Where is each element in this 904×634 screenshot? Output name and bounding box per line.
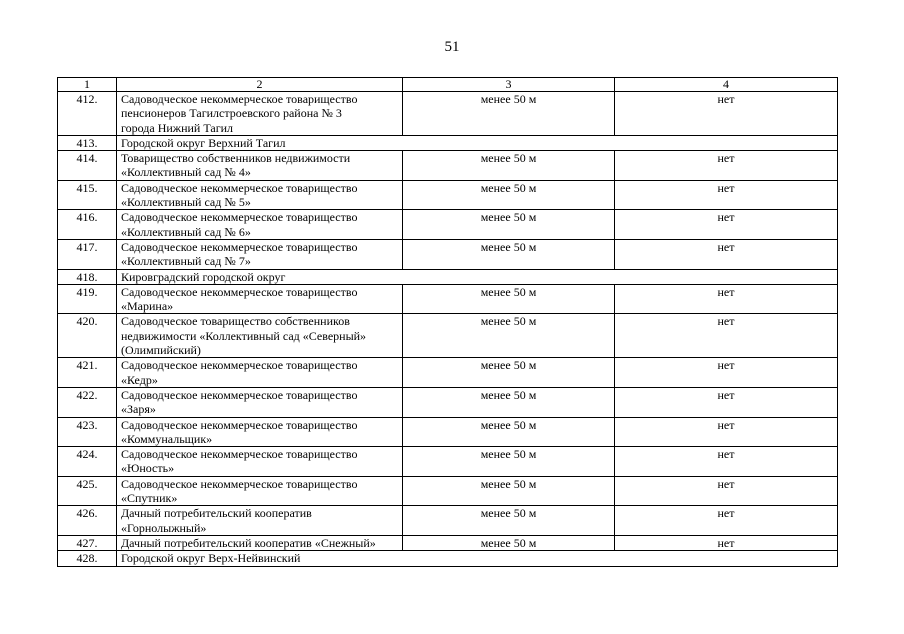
name-line: Городской округ Верхний Тагил [121,135,286,150]
name-line: Кировградский городской округ [121,269,286,284]
row-number: 420. [58,314,117,358]
row-number: 415. [58,180,117,210]
value-cell: нет [615,284,838,314]
distance-cell: менее 50 м [403,387,615,417]
row-number: 419. [58,284,117,314]
table-row [58,210,838,240]
distance-cell: менее 50 м [403,151,615,181]
value-cell: нет [615,210,838,240]
name-line: «Коллективный сад № 5» [121,195,251,210]
organization-name [117,447,403,477]
row-number: 417. [58,239,117,269]
distance-cell: менее 50 м [403,417,615,447]
value-cell: нет [615,180,838,210]
name-line: Садоводческое некоммерческое товарищество [121,239,358,254]
distance-cell: менее 50 м [403,447,615,477]
value-cell: нет [615,92,838,136]
distance-cell: менее 50 м [403,210,615,240]
name-line: «Коллективный сад № 6» [121,224,251,239]
region-name [117,135,838,150]
organization-name [117,358,403,388]
organization-name [117,180,403,210]
table-header-row [58,78,838,92]
table-row [58,476,838,506]
row-number: 428. [58,551,117,566]
distance-cell: менее 50 м [403,239,615,269]
table-row [58,239,838,269]
row-number: 425. [58,476,117,506]
name-line: Садоводческое некоммерческое товарищество [121,284,358,299]
distance-cell: менее 50 м [403,358,615,388]
row-number: 414. [58,151,117,181]
name-line: «Кедр» [121,372,158,387]
name-line: Товарищество собственников недвижимости [121,151,351,166]
row-number: 422. [58,387,117,417]
name-line: города Нижний Тагил [121,120,234,135]
column-header: 3 [403,78,615,92]
name-line: «Спутник» [121,491,178,506]
table-row [58,387,838,417]
value-cell: нет [615,358,838,388]
page-number: 51 [444,39,460,55]
table-row [58,447,838,477]
value-cell: нет [615,506,838,536]
column-header: 2 [117,78,403,92]
name-line: Городской округ Верх-Нейвинский [121,551,301,566]
name-line: «Марина» [121,299,174,314]
value-cell: нет [615,476,838,506]
name-line: Садоводческое товарищество собственников [121,314,350,329]
row-number: 423. [58,417,117,447]
distance-cell: менее 50 м [403,180,615,210]
value-cell: нет [615,447,838,477]
organization-name [117,239,403,269]
value-cell: нет [615,151,838,181]
name-line: Садоводческое некоммерческое товарищество [121,447,358,462]
registry-table-body [58,78,838,567]
row-number: 416. [58,210,117,240]
name-line: Садоводческое некоммерческое товарищество [121,92,358,106]
table-row [58,358,838,388]
table-row [58,506,838,536]
name-line: «Коммунальщик» [121,431,213,446]
value-cell: нет [615,417,838,447]
organization-name [117,387,403,417]
row-number: 418. [58,269,117,284]
registry-table [57,77,838,567]
distance-cell: менее 50 м [403,535,615,550]
table-row [58,314,838,358]
name-line: «Заря» [121,402,156,417]
table-row [58,284,838,314]
column-header: 1 [58,78,117,92]
name-line: «Юность» [121,461,175,476]
organization-name [117,535,403,550]
organization-name [117,151,403,181]
name-line: Садоводческое некоммерческое товарищество [121,387,358,402]
distance-cell: менее 50 м [403,476,615,506]
name-line: Садоводческое некоммерческое товарищество [121,210,358,225]
distance-cell: менее 50 м [403,506,615,536]
value-cell: нет [615,239,838,269]
value-cell: нет [615,387,838,417]
region-name [117,269,838,284]
value-cell: нет [615,314,838,358]
organization-name [117,476,403,506]
organization-name [117,284,403,314]
name-line: недвижимости «Коллективный сад «Северный» [121,328,367,343]
distance-cell: менее 50 м [403,314,615,358]
value-cell: нет [615,535,838,550]
row-number: 412. [58,92,117,136]
organization-name [117,210,403,240]
table-row [58,92,838,136]
table-row [58,180,838,210]
row-number: 427. [58,535,117,550]
distance-cell: менее 50 м [403,92,615,136]
row-number: 421. [58,358,117,388]
organization-name [117,314,403,358]
distance-cell: менее 50 м [403,284,615,314]
name-line: «Коллективный сад № 4» [121,165,251,180]
name-line: Дачный потребительский кооператив [121,506,312,521]
region-row [58,269,838,284]
table-row [58,535,838,550]
name-line: «Горнолыжный» [121,520,207,535]
row-number: 426. [58,506,117,536]
region-name [117,551,838,566]
row-number: 424. [58,447,117,477]
organization-name [117,92,403,136]
name-line: Садоводческое некоммерческое товарищество [121,180,358,195]
region-row [58,551,838,566]
name-line: Садоводческое некоммерческое товарищество [121,417,358,432]
table-row [58,151,838,181]
name-line: Садоводческое некоммерческое товарищество [121,358,358,373]
organization-name [117,417,403,447]
name-line: Дачный потребительский кооператив «Снежный» [121,535,376,550]
name-line: (Олимпийский) [121,343,201,358]
table-row [58,417,838,447]
name-line: Садоводческое некоммерческое товарищество [121,476,358,491]
region-row [58,135,838,150]
organization-name [117,506,403,536]
row-number: 413. [58,135,117,150]
column-header: 4 [615,78,838,92]
name-line: пенсионеров Тагилстроевского района № 3 [121,106,342,121]
name-line: «Коллективный сад № 7» [121,254,251,269]
